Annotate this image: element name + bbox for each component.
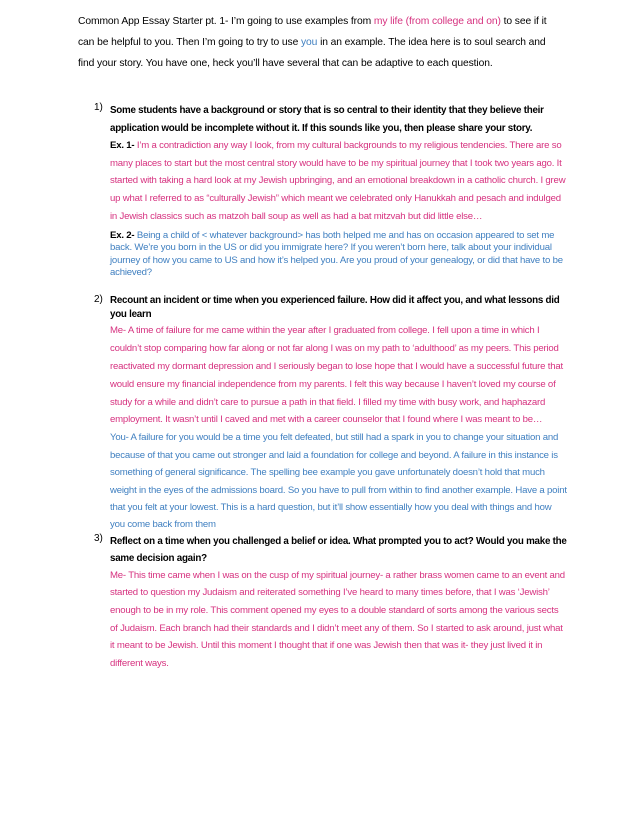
example-2-answer [110,230,568,280]
question-prompt: Recount an incident or time when you experienced failure. How did it affect you, and what lessons did you learn [110,294,560,320]
you-answer: You- A failure for you would be a time you felt defeated, but still had a spark in you to change your situation and because of that you came out stronger and laid a foundation for college and beyond. A failure in this instance is something of general significance. The spelling bee example you gave unfortunately doesn’t hold that much weight in the eyes of the admissions board. So you have to pull from within to find another example. Have a point that you felt at your lowest. This is a hard question, but it’ll show essentially how you deal with things and how you come back from them [110,432,567,531]
question-item-3 [78,533,568,673]
question-number: 1) [94,102,103,113]
intro-text: to see if it can be helpful to you. Then I’m going to try to use [78,16,547,48]
intro-paragraph [78,11,564,74]
question-list [78,102,568,672]
question-item-1 [78,102,568,280]
question-number: 2) [94,293,103,305]
question-item-2 [78,294,568,534]
me-answer: Me- This time came when I was on the cusp of my spiritual journey- a rather brass women came to an event and started to question my Judaism and reiterated something I’ve heard to many times before, that I was ‘Jewish’ enough to be in my role. This comment opened my eyes to a double standard of sorts among the various sects of Judaism. Each branch had their standards and I didn’t meet any of them. So I started to ask around, just what it meant to be Jewish. Until this moment I thought that if one was Jewish then that was it- they just lived it in different ways. [110,569,565,669]
question-number: 3) [94,532,103,544]
example-1-answer [110,137,568,226]
example-label: Ex. 2- [110,229,135,241]
intro-highlight-you: you [301,37,318,48]
example-text: I’m a contradiction any way I look, from my cultural backgrounds to my religious tendencies. There are so many places to start but the most central story would have to be my spiritual journey that I took two years ago. It started with taking a hard look at my Jewish upbringing, and an emotional breakdown in a catholic church. I grew up what I referred to as “culturally Jewish” which meant we celebrated only Hanukkah and pesach and indulged in Jewish classics such as matzoh ball soup as well as had a bat mitzvah but did little else… [110,140,566,222]
intro-text: in an example. The idea here is to soul search and find your story. You have one, heck you’ll have several that can be adaptive to each question. [78,37,546,69]
example-text: Being a child of < whatever background> has both helped me and has on occasion appeared to set me back. We’re you born in the US or did you immigrate here? If you weren’t born here, talk about your individual journey of how you came to US and how it’s helped you. Are you proud of your genealogy, or did that have to be achieved? [110,229,563,279]
intro-highlight-my-life: my life (from college and on) [373,16,501,27]
intro-text: Common App Essay Starter pt. 1- I’m going to use examples from [78,16,374,27]
example-label: Ex. 1- [110,140,135,151]
me-answer: Me- A time of failure for me came within the year after I graduated from college. I fell upon a time in which I couldn’t stop comparing how far along or not far along I was on my path to ‘adulthood’ as my peers. This period reactivated my dormant depression and I seriously began to lose hope that I would have a successful future that would ensure my financial independence from my parents. I felt this way because I haven’t loved my course of study for a while and didn’t care to pursue a path in that field. I filled my time with busy work, and haphazard employment. It wasn’t until I caved and met with a career counselor that I found where I was meant to be… [110,324,563,426]
question-prompt: Reflect on a time when you challenged a belief or idea. What prompted you to act? Would you make the same decision again? [110,535,567,564]
question-prompt: Some students have a background or story that is so central to their identity that they believe their application would be incomplete without it. If this sounds like you, then please share your story. [110,105,544,134]
